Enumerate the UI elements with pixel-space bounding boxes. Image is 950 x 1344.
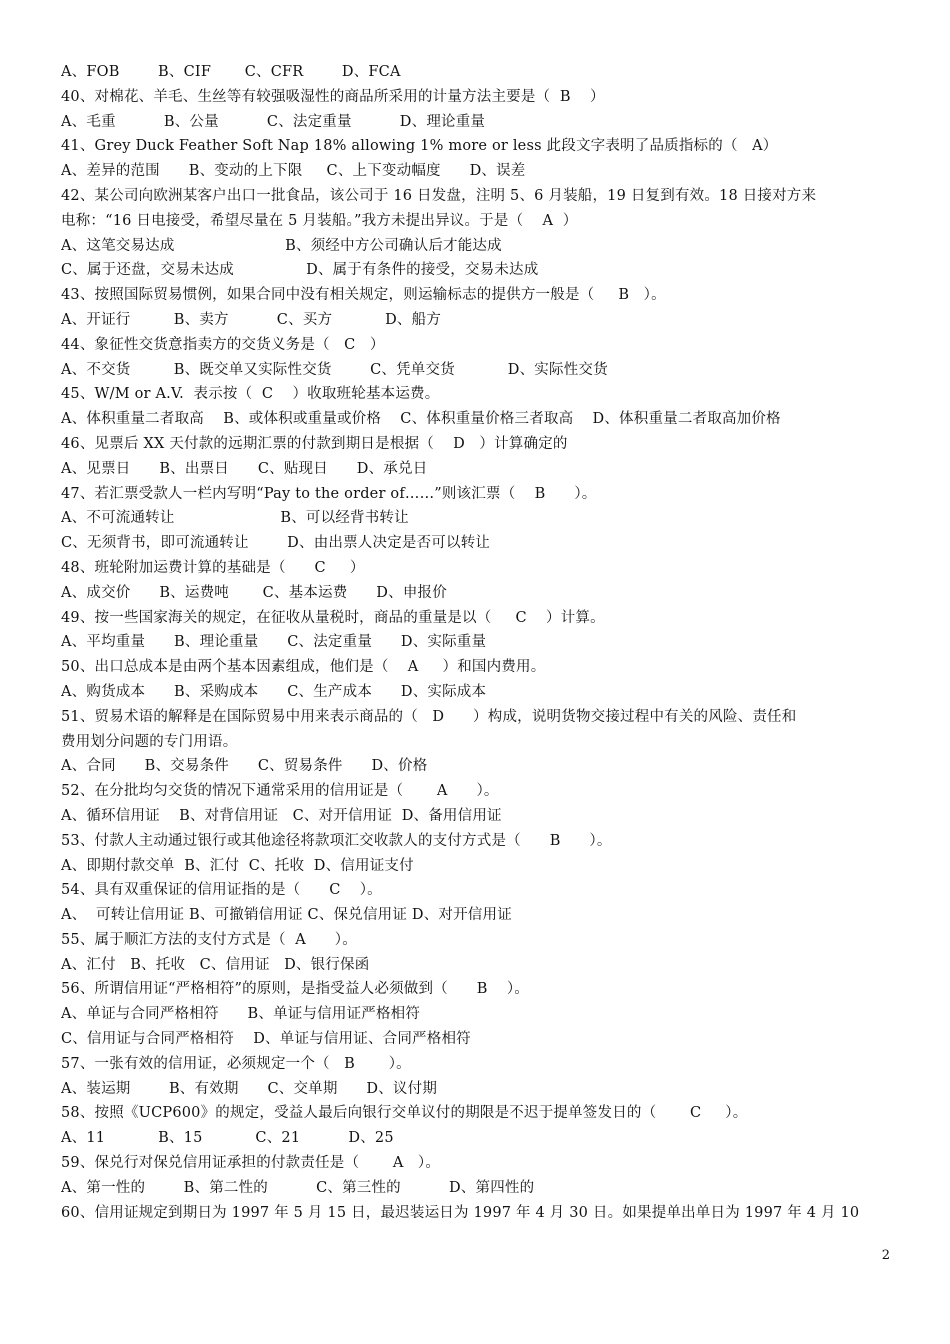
text-line: A、11 B、15 C、21 D、25	[61, 1130, 394, 1147]
text-line: 44、象征性交货意指卖方的交货义务是（ C ）	[61, 336, 385, 353]
question-text-block	[61, 60, 906, 1225]
text-line: 47、若汇票受款人一栏内写明“Pay to the order of……”则该汇票（ B ）。	[61, 485, 597, 502]
text-line: A、平均重量 B、理论重量 C、法定重量 D、实际重量	[61, 634, 487, 651]
text-line: 58、按照《UCP600》的规定，受益人最后向银行交单议付的期限是不迟于提单签发日的（ C ）。	[61, 1105, 748, 1122]
text-line: 电称：“16 日电接受，希望尽量在 5 月装船。”我方未提出异议。于是（ A ）	[61, 212, 578, 229]
text-line: 55、属于顺汇方法的支付方式是（ A ）。	[61, 931, 357, 948]
text-line: 45、W/M or A.V. 表示按（ C ）收取班轮基本运费。	[61, 386, 440, 403]
text-line: A、不可流通转让 B、可以经背书转让	[61, 510, 409, 527]
text-line: 43、按照国际贸易惯例，如果合同中没有相关规定，则运输标志的提供方一般是（ B ）。	[61, 287, 666, 304]
text-line: 49、按一些国家海关的规定，在征收从量税时，商品的重量是以（ C ）计算。	[61, 609, 605, 626]
text-line: A、FOB B、CIF C、CFR D、FCA	[61, 64, 401, 80]
text-line: 50、出口总成本是由两个基本因素组成，他们是（ A ）和国内费用。	[61, 659, 546, 676]
text-line: A、这笔交易达成 B、须经中方公司确认后才能达成	[61, 237, 502, 254]
text-line: 51、贸易术语的解释是在国际贸易中用来表示商品的（ D ）构成，说明货物交接过程中有关的风险、责任和	[61, 708, 797, 725]
text-line: A、即期付款交单 B、汇付 C、托收 D、信用证支付	[61, 857, 414, 874]
text-line: 48、班轮附加运费计算的基础是（ C ）	[61, 559, 365, 576]
text-line: 费用划分问题的专门用语。	[61, 733, 238, 750]
text-line: A、购货成本 B、采购成本 C、生产成本 D、实际成本	[61, 683, 487, 700]
text-line: A、见票日 B、出票日 C、贴现日 D、承兑日	[61, 460, 428, 477]
text-line: 53、付款人主动通过银行或其他途径将款项汇交收款人的支付方式是（ B ）。	[61, 832, 612, 849]
text-line: 41、Grey Duck Feather Soft Nap 18% allowing 1% more or less 此段文字表明了品质指标的（ A）	[61, 138, 778, 155]
text-line: A、不交货 B、既交单又实际性交货 C、凭单交货 D、实际性交货	[61, 361, 608, 378]
text-line: C、属于还盘，交易未达成 D、属于有条件的接受，交易未达成	[61, 262, 539, 279]
text-line: A、差异的范围 B、变动的上下限 C、上下变动幅度 D、误差	[61, 163, 526, 180]
text-line: A、循环信用证 B、对背信用证 C、对开信用证 D、备用信用证	[61, 807, 502, 824]
text-line: A、合同 B、交易条件 C、贸易条件 D、价格	[61, 758, 428, 775]
text-line: A、毛重 B、公量 C、法定重量 D、理论重量	[61, 113, 486, 130]
text-line: 57、一张有效的信用证，必须规定一个（ B ）。	[61, 1055, 411, 1072]
text-line: 42、某公司向欧洲某客户出口一批食品，该公司于 16 日发盘，注明 5、6 月装船，19 日复到有效。18 日接对方来	[61, 187, 817, 204]
text-line: A、第一性的 B、第二性的 C、第三性的 D、第四性的	[61, 1179, 535, 1196]
text-line: A、汇付 B、托收 C、信用证 D、银行保函	[61, 956, 370, 973]
text-line: 52、在分批均匀交货的情况下通常采用的信用证是（ A ）。	[61, 783, 499, 800]
text-line: 59、保兑行对保兑信用证承担的付款责任是（ A ）。	[61, 1155, 441, 1172]
text-line: 54、具有双重保证的信用证指的是（ C ）。	[61, 882, 382, 899]
text-line: 40、对棉花、羊毛、生丝等有较强吸湿性的商品所采用的计量方法主要是（ B ）	[61, 88, 605, 105]
text-line: 60、信用证规定到期日为 1997 年 5 月 15 日，最迟装运日为 1997 年 4 月 30 日。如果提单出单日为 1997 年 4 月 10	[61, 1204, 860, 1221]
text-line: 46、见票后 XX 天付款的远期汇票的付款到期日是根据（ D ）计算确定的	[61, 435, 568, 452]
text-line: C、无须背书，即可流通转让 D、由出票人决定是否可以转让	[61, 535, 491, 552]
text-line: A、装运期 B、有效期 C、交单期 D、议付期	[61, 1080, 438, 1097]
text-line: A、单证与合同严格相符 B、单证与信用证严格相符	[61, 1006, 421, 1023]
text-line: A、 可转让信用证 B、可撤销信用证 C、保兑信用证 D、对开信用证	[61, 907, 512, 924]
text-line: A、开证行 B、卖方 C、买方 D、船方	[61, 311, 442, 328]
text-line: A、体积重量二者取高 B、或体积或重量或价格 C、体积重量价格三者取高 D、体积重量二者取高加价格	[61, 411, 781, 428]
text-line: A、成交价 B、运费吨 C、基本运费 D、申报价	[61, 584, 447, 601]
text-line: 56、所谓信用证“严格相符”的原则，是指受益人必须做到（ B ）。	[61, 981, 529, 998]
page-number: 2	[881, 1248, 890, 1263]
text-line: C、信用证与合同严格相符 D、单证与信用证、合同严格相符	[61, 1031, 471, 1048]
